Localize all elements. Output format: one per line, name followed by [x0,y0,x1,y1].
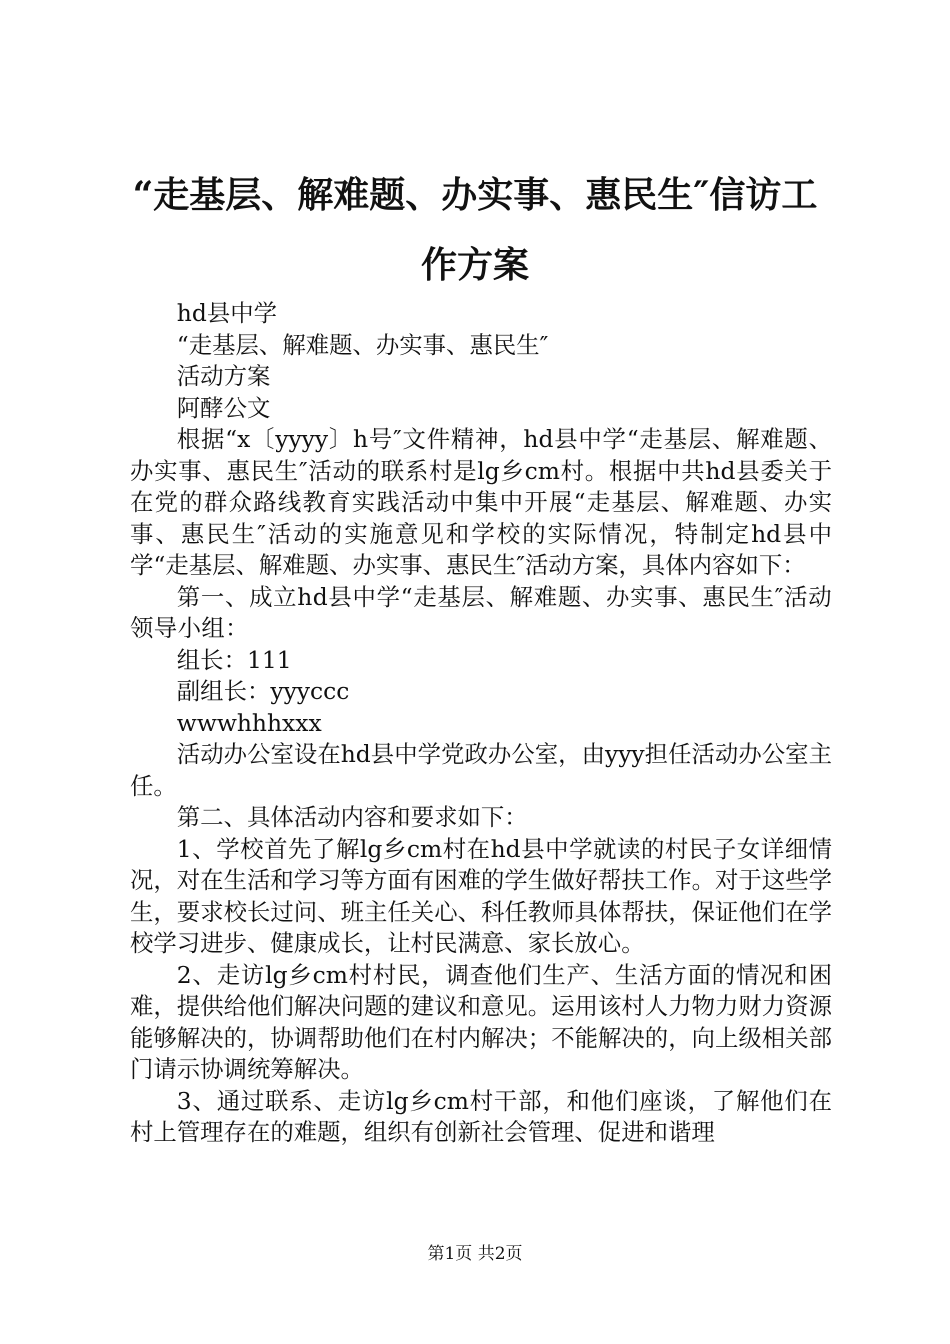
paragraph-group-leader: 组长：111 [176,645,292,674]
document-title: “走基层、解难题、办实事、惠民生″信访工作方案 [132,174,818,286]
paragraph-deputy-leader: 副组长：yyyccc [176,677,350,705]
paragraph-office: 活动办公室设在hd县中学党政办公室，由yyy担任活动办公室主任。 [130,740,832,800]
page-footer: 第1页 共2页 [427,1244,523,1264]
paragraph-members: wwwhhhxxx [176,708,322,737]
paragraph-intro: 根据“x〔yyyy〕h号″文件精神，hd县中学“走基层、解难题、办实事、惠民生″活动的联系村是lg乡cm村。根据中共hd县委关于在党的群众路线教育实践活动中集中开展“走基层、解难题、办实事、惠民生″活动的实施意见和学校的实际情况，特制定hd县中学“走基层、解难题、办实事、惠民生″活动方案，具体内容如下： [130,425,832,579]
paragraph-item-1: 1、学校首先了解lg乡cm村在hd县中学就读的村民子女详细情况，对在生活和学习等方面有困难的学生做好帮扶工作。对于这些学生，要求校长过问、班主任关心、科任教师具体帮扶，保证他们在学校学习进步、健康成长，让村民满意、家长放心。 [130,834,832,957]
paragraph-item-2: 2、走访lg乡cm村村民，调查他们生产、生活方面的情况和困难，提供给他们解决问题的建议和意见。运用该村人力物力财力资源能够解决的，协调帮助他们在村内解决；不能解决的，向上级相关部门请示协调统筹解决。 [130,960,832,1083]
paragraph-school-name: hd县中学 [176,299,278,327]
paragraph-section-two: 第二、具体活动内容和要求如下： [176,803,528,831]
paragraph-item-3: 3、通过联系、走访lg乡cm村干部，和他们座谈，了解他们在村上管理存在的难题，组织有创新社会管理、促进和谐理 [130,1086,832,1146]
paragraph-section-one: 第一、成立hd县中学“走基层、解难题、办实事、惠民生″活动领导小组： [130,582,832,642]
paragraph-slogan: “走基层、解难题、办实事、惠民生″ [176,330,549,359]
document-body [130,298,832,1149]
paragraph-plan-label: 活动方案 [176,362,271,390]
paragraph-source: 阿酵公文 [176,393,271,422]
